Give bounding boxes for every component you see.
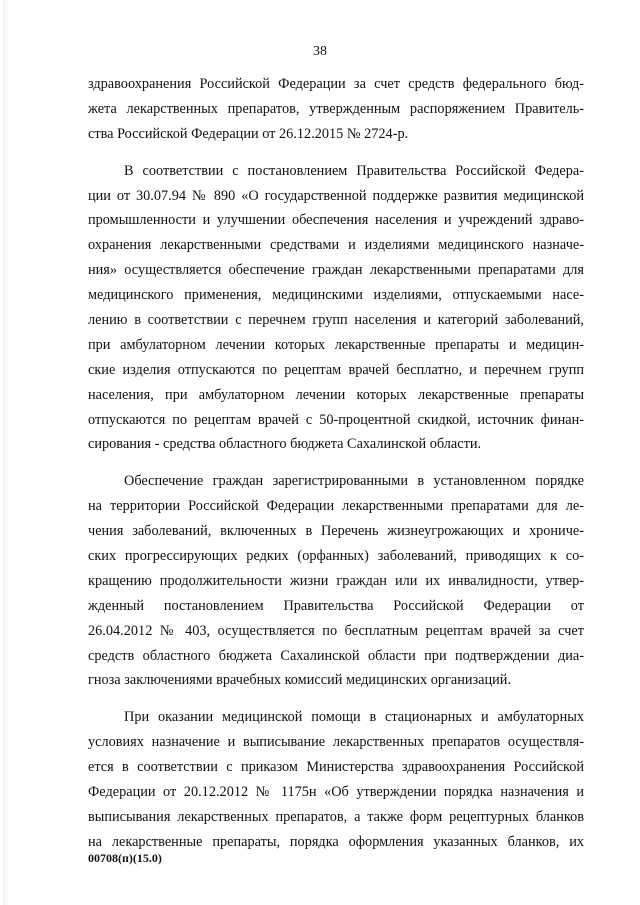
- paragraph-3: [88, 469, 584, 693]
- text-line: гноза заключениями врачебных комиссий медицинских организаций.: [88, 672, 512, 689]
- document-body: [88, 72, 584, 855]
- text-line: При оказании медицинской помощи в стационарных и амбулаторных: [124, 709, 584, 726]
- text-line: ется в соответствии с приказом Министерства здравоохранения Российской: [88, 759, 584, 776]
- text-line: сирования - средства областного бюджета Сахалинской области.: [88, 436, 482, 453]
- text-line: отпускаются по рецептам врачей с 50-процентной скидкой, источник финан-: [88, 411, 584, 428]
- text-line: В соответствии с постановлением Правительства Российской Федера-: [124, 162, 584, 179]
- text-line: средств областного бюджета Сахалинской области при подтверждении диа-: [88, 647, 584, 664]
- text-line: лению в соответствии с перечнем групп населения и категорий заболеваний,: [88, 312, 584, 329]
- text-line: Федерации от 20.12.2012 № 1175н «Об утверждении порядка назначения и: [88, 784, 584, 801]
- text-line: условиях назначение и выписывание лекарственных препаратов осуществля-: [88, 734, 584, 751]
- text-line: при амбулаторном лечении которых лекарственные препараты и медицин-: [88, 336, 584, 353]
- text-line: Обеспечение граждан зарегистрированными в установленном порядке: [124, 473, 584, 490]
- paragraph-1: [88, 72, 584, 147]
- text-line: ции от 30.07.94 № 890 «О государственной поддержке развития медицинской: [88, 187, 584, 204]
- text-line: промышленности и улучшении обеспечения населения и учреждений здраво-: [88, 212, 584, 229]
- text-line: кращению продолжительности жизни граждан или их инвалидности, утвер-: [88, 572, 584, 589]
- text-line: ских прогрессирующих редких (орфанных) заболеваний, приводящих к со-: [88, 548, 584, 565]
- paragraph-2: [88, 159, 584, 458]
- text-line: ния» осуществляется обеспечение граждан лекарственными препаратами для: [88, 262, 584, 279]
- text-line: 26.04.2012 № 403, осуществляется по бесплатным рецептам врачей за счет: [88, 622, 584, 639]
- text-line: охранения лекарственными средствами и изделиями медицинского назначе-: [88, 237, 584, 254]
- text-line: на территории Российской Федерации лекарственными препаратами для ле-: [88, 498, 584, 515]
- text-line: чения заболеваний, включенных в Перечень жизнеугрожающих и хрониче-: [88, 523, 584, 540]
- scan-edge-shadow: [3, 0, 9, 905]
- text-line: жденный постановлением Правительства Российской Федерации от: [88, 597, 584, 614]
- text-line: жета лекарственных препаратов, утвержденным распоряжением Правитель-: [88, 100, 584, 117]
- text-line: населения, при амбулаторном лечении которых лекарственные препараты: [88, 386, 584, 403]
- text-line: выписывания лекарственных препаратов, а также форм рецептурных бланков: [88, 808, 584, 825]
- paragraph-4: [88, 705, 584, 854]
- text-line: ские изделия отпускаются по рецептам врачей бесплатно, и перечнем групп: [88, 361, 584, 378]
- text-line: здравоохранения Российской Федерации за счет средств федерального бюд-: [88, 76, 584, 92]
- page-number: 38: [313, 44, 327, 59]
- text-line: ства Российской Федерации от 26.12.2015 № 2724-р.: [88, 125, 409, 142]
- text-line: медицинского применения, медицинскими изделиями, отпускаемыми насе-: [88, 287, 584, 304]
- text-line: на лекарственные препараты, порядка оформления указанных бланков, их: [88, 833, 584, 850]
- document-code: 00708(п)(15.0): [88, 851, 162, 865]
